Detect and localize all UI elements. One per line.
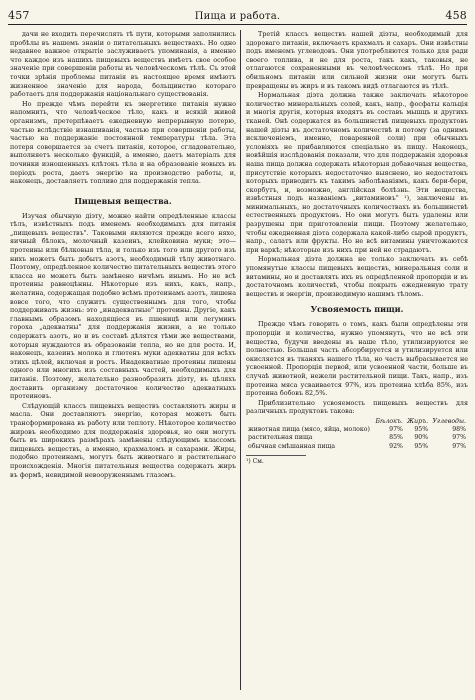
- digestibility-table: [246, 418, 468, 451]
- paragraph: Прежде чѣмъ говорить о томъ, какъ были опредѣлены эти пропорціи и количества, нужно упомянуть, что не всѣ эти вещества, будучи введены въ наше тѣло, утилизируются не полностью. Большая часть абсорбируется и утилизируется или окисляется въ тканяхъ нашего тѣла, но часть выбрасывается не усвоенной. Пропорція первой, или усвоенной части, больше въ случаѣ животной, нежели растительной пищи. Такъ, напр., изъ протеина мяса усваивается 97%, изъ протеина хлѣба 85%, изъ протеина бобовъ 82,5%.: [246, 320, 468, 398]
- table-cell-protein: 85%: [389, 434, 403, 442]
- header-rule: [8, 24, 467, 25]
- table-cell-fat: 95%: [414, 426, 429, 434]
- paragraph: Изучая обычную діэту, можно найти опредѣленные классы тѣлъ, извѣстныхъ подъ именемъ необходимыхъ для питанія „пищевыхъ веществъ". Таковыми являются прежде всего няхо, яичный бѣлокъ, молочный казеинъ, клейковина муки; это—протеины или бѣлковыя тѣла, и только изъ того или другого изъ нихъ можетъ быть добытъ азотъ, необходимый тѣлу животнаго. Поэтому, опредѣленное количество питательныхъ веществъ этого класса не можетъ быть замѣнено ничѣмъ инымъ. Но не всѣ протеины равноцѣнны. Нѣкоторые изъ нихъ, какъ, напр., желатина, содержащая подобно всѣмъ протеинамъ азотъ, лишена вовсе того, что служитъ существеннымъ для того, чтобы поддерживать жизнь: это „инадекватные" протеины. Другіе, какъ главнымъ образомъ находящіеся въ пшеницѣ или легуминъ гороха „адекватны" для поддержанія жизни, а не только содержатъ азотъ, но и въ составѣ дѣлятся тѣми же веществами, которыя нуждаются въ образованіи тепла, но не для роста. И, наконецъ, казеинъ молока и глютенъ муки адекватны для всѣхъ этихъ цѣлей, включая и ростъ. Инадекватные протеины лишены одного или многихъ изъ составныхъ частей, необходимыхъ для питанія. Поэтому, желательно разнообразить діэту, въ цѣляхъ доставить организму достаточное количество адекватныхъ протеиновъ.: [10, 211, 236, 401]
- footnote: ¹) См.: [246, 455, 306, 467]
- table-cell-fat: 95%: [414, 442, 429, 450]
- left-page-number: 457: [8, 9, 30, 22]
- table-cell-food: растительная пища: [248, 434, 313, 442]
- paragraph: дачи не входить перечислять тѣ пути, которыми заполнились пробѣлы въ нашемъ знаніи о питательныхъ веществахъ. Но одно недавнее важное открытіе заслуживаетъ упоминанія, а именно что каждое изъ нашихъ пищевыхъ веществъ имѣетъ свое особое значеніе при совершеніи работы въ человѣческомъ тѣлѣ. Съ этой точки зрѣнія проблемы питанія въ настоящее время имѣютъ жизненное значеніе для народа, больщинство котораго работаетъ для поддержанія національнаго существованія.: [10, 30, 236, 99]
- column-divider: [240, 30, 241, 690]
- table-header-food: [246, 418, 373, 426]
- table-cell-fat: 90%: [414, 434, 429, 442]
- table-header-fat: Жиръ.: [407, 417, 429, 425]
- table-row: [246, 426, 468, 434]
- table-row: [246, 443, 468, 451]
- paragraph: Приблизительно усвояемость пищевыхъ веществъ для различныхъ продуктовъ такова:: [246, 398, 468, 416]
- table-cell-food: животная пища (мясо, яйца, молоко): [248, 426, 370, 434]
- paragraph: Нормальная діэта должна также заключать нѣкоторое количество минеральныхъ солей, какъ, напр., фосфаты кальція и многія другія, которыя входятъ въ составъ мышцъ и другихъ тканей. Онѣ содержатся въ большинствѣ пищевыхъ продуктовъ нашей діэты въ достаточномъ количествѣ и потому (за однимъ исключеніемъ, именно, поваренной соли) при обычныхъ условіяхъ не прибавляются спеціально въ пищу. Наконецъ, новѣйшія изслѣдованія показали, что для поддержанія здоровья наша пища должна содержать нѣкоторыя добавочныя вещества, присутствіе которыхъ недостаточно выяснено, но недостатокъ которыхъ приводитъ къ такимъ заболѣваніямъ, какъ бери-бери, скорбутъ, и, возможно, англійская болѣзнь. Эти вещества, извѣстныя подъ названіемъ „витаминовъ" ¹), заключены въ минимальныхъ, но достаточныхъ количествахъ въ большинствѣ естественныхъ продуктовъ. Но они могутъ быть удалены или разрушены при приготовленіи пищи. Поэтому желательно, чтобы ежедневная діэта содержала какой-либо сырой продуктъ, напр., салатъ или фрукты. Но не всѣ витамины уничтожаются при варкѣ; нѣкоторые изъ нихъ при ней не страдаютъ.: [246, 91, 468, 254]
- table-cell-food: обычная смѣшанная пища: [248, 442, 336, 450]
- paragraph: Нормальная діэта должна не только заключать въ себѣ упомянутые классы пищевыхъ веществъ, минеральныя соли и витамины, но и доставлять ихъ въ опредѣленной пропорціи и въ достаточномъ количествѣ, чтобы покрыть ежедневную трату веществъ и энергіи, производимую нашимъ тѣломъ.: [246, 255, 468, 298]
- table-header-protein: Бѣлокъ.: [375, 417, 403, 425]
- table-row: [246, 434, 468, 442]
- table-cell-carb: 97%: [452, 434, 466, 442]
- paragraph: Третій классъ веществъ нашей діэты, необходимый для здороваго питанія, включаетъ крахмалъ и сахаръ. Они извѣстны подъ именемъ углеводовъ. Они употребляются только для ради своего топлива, и не для роста, такъ какъ, таковыя, не отлагаются сохраненными въ человѣческомъ тѣлѣ. Но при обильномъ питаніи или сильной жизни они могутъ быть превращены въ жиръ и въ такомъ видѣ отлагаются въ тѣлѣ.: [246, 30, 468, 90]
- table-header-row: [246, 418, 468, 426]
- section-heading-food-substances: Пищевыя вещества.: [74, 195, 172, 206]
- table-cell-protein: 92%: [389, 442, 403, 450]
- table-header-carb: Углеводы.: [432, 417, 466, 425]
- section-heading-digestibility: Усвояемость пищи.: [310, 304, 404, 315]
- paragraph: Слѣдующій классъ пищевыхъ веществъ составляютъ жиры и масла. Они доставляютъ энергію, которая можетъ быть трансформирована въ работу или теплоту. Нѣкоторое количество жировъ необходимо для поддержанія здоровья, но они могутъ быть въ широкихъ размѣрахъ замѣнены слѣдующимъ классомъ пищевыхъ веществъ, а именно, крахмаломъ и сахарами. Жиры, подобно протеинамъ, могутъ быть животнаго и растительнаго происхожденія. Многія питательныя вещества содержатъ жиръ въ формѣ, невидимой невооруженнымъ глазомъ.: [10, 401, 236, 479]
- left-column: [10, 30, 236, 690]
- table-cell-carb: 98%: [452, 426, 466, 434]
- table-cell-protein: 97%: [389, 426, 403, 434]
- table-cell-carb: 97%: [452, 442, 466, 450]
- paragraph: Но прежде чѣмъ перейти къ энергетике питанія нужно напомнить, что человѣческое тѣло, какъ и всякій живой организмъ, претерпѣваетъ ежедневную непрерывную потерю, частью вслѣдствіе изнашиванія, частью при совершеніи работы, частью на поддержаніе постоянной температуры тѣла. Эта потеря совершается за счетъ питанія, которое, сгладовательно, выполняетъ несколько функцій, а именно, даетъ матеріалъ для починки изношенныхъ клѣтокъ тѣла и на образованіе новыхъ въ періодъ роста, даетъ энергію на производство работы, и, наконецъ, доставляетъ топливо для поддержанія тепла.: [10, 99, 236, 186]
- right-page-number: 458: [445, 9, 467, 22]
- right-column: [246, 30, 468, 690]
- running-header: [8, 6, 467, 22]
- running-title: Пища и работа.: [194, 11, 281, 22]
